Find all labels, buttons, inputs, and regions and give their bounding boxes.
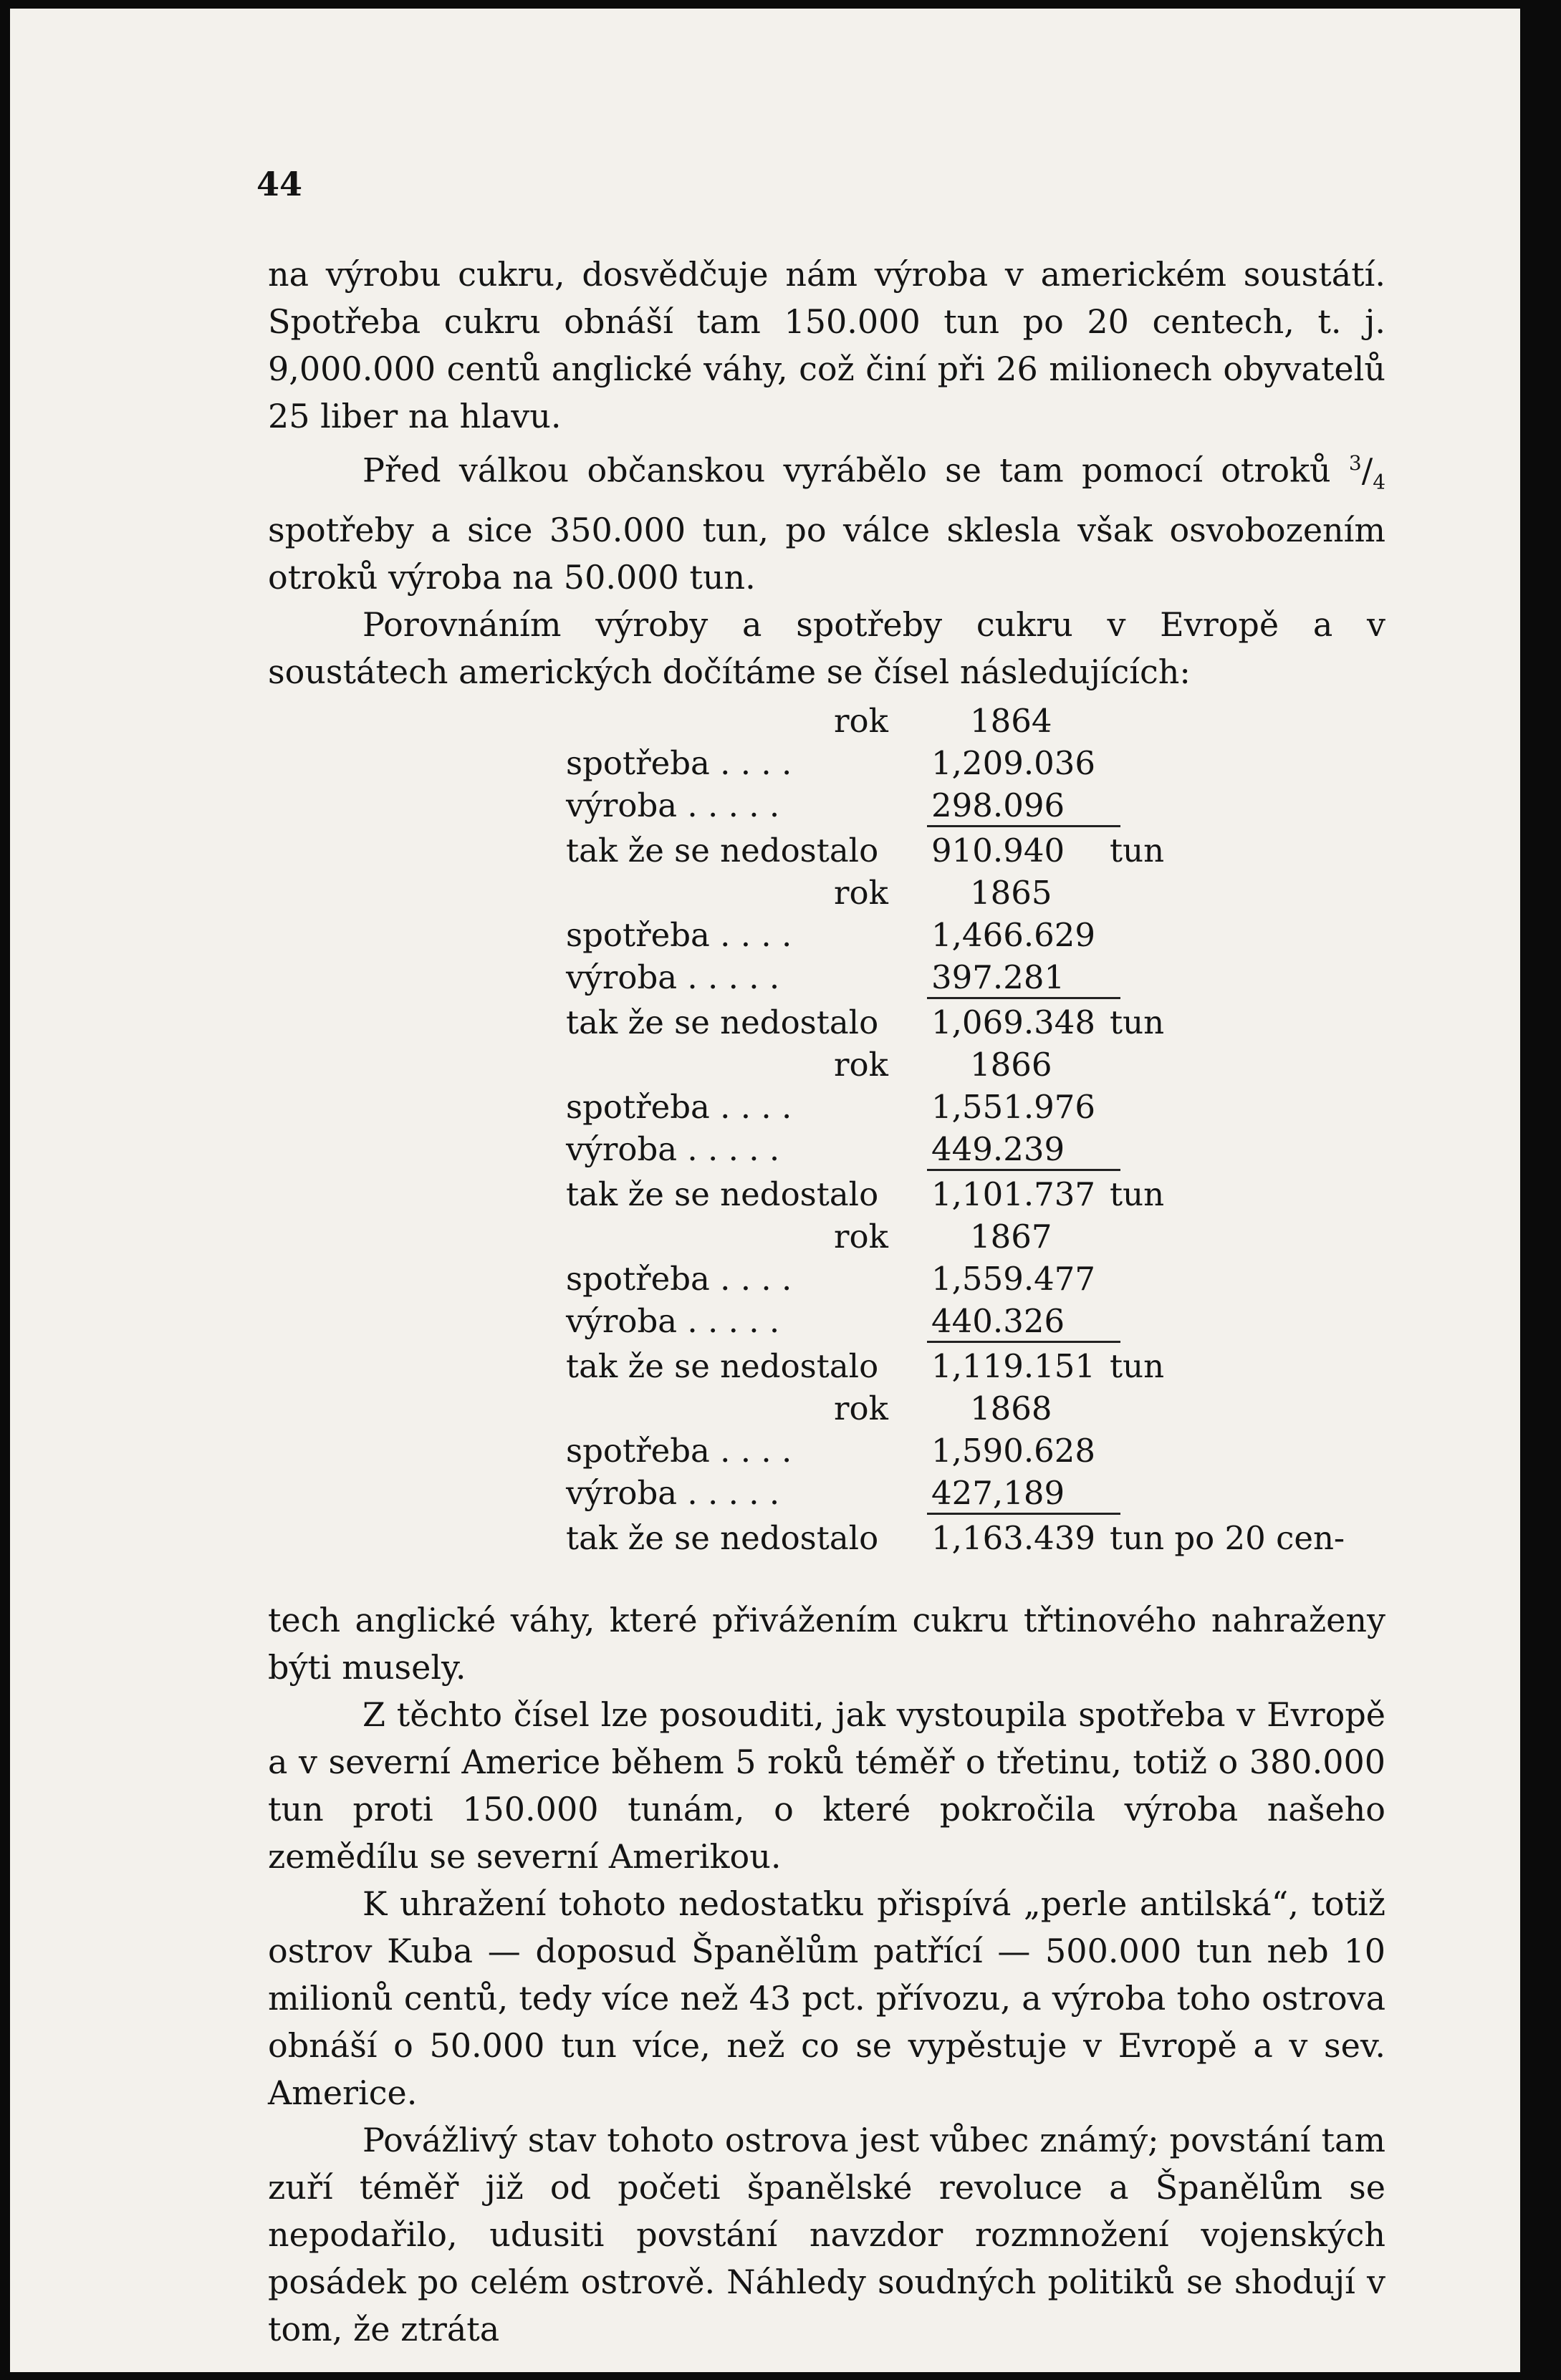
page-number: 44 [256,165,303,203]
unit-label: tun [1110,1003,1165,1041]
sum-rule [927,1341,1120,1343]
vyroba-value: 427,189 [931,1473,1065,1512]
unit-label: tun po 20 cen- [1110,1518,1345,1557]
paragraph-5: K uhražení tohoto nedostatku přispívá „perle antilská“, totiž ostrov Kuba — doposud Španělům patřící — 500.000 tun neb 10 milionů centů, tedy více než 43 pct. přívozu, a výroba toho ostrova obnáší o 50.000 tun více, než co se vypěstuje v Evropě a v sev. Americe. [268,1884,1385,2112]
vyroba-value: 440.326 [931,1301,1065,1340]
paragraph-6: Povážlivý stav tohoto ostrova jest vůbec známý; povstání tam zuří téměř již od početi španělské revoluce a Španělům se nepodařilo, udusiti povstání navzdor rozmnožení vojenských posádek po celém ostrově. Náhledy soudných politiků se shodují v tom, že ztráta [268,2120,1385,2348]
paragraph-2: Před válkou občanskou vyrábělo se tam pomocí otroků $^3/_4$ spotřeby a sice 350.000 tun, po válce sklesla však osvobozením otroků výroba na 50.000 tun. [268,451,1386,597]
spotreba-value: 1,209.036 [931,743,1096,782]
vyroba-label: výroba . . . . . [566,1129,780,1168]
vyroba-value: 397.281 [931,958,1065,996]
rok-label: rok [834,1389,888,1427]
unit-label: tun [1110,831,1165,869]
sum-rule [927,1169,1120,1171]
rok-label: rok [834,701,888,740]
sum-rule [927,997,1120,999]
paragraph-1: na výrobu cukru, dosvědčuje nám výroba v americkém soustátí. Spotřeba cukru obnáší tam 150.000 tun po 20 centech, t. j. 9,000.000 centů anglické váhy, což činí při 26 milionech obyvatelů 25 liber na hlavu. [268,255,1385,435]
fraction-denominator: 4 [1373,470,1386,494]
vyroba-label: výroba . . . . . [566,1473,780,1512]
unit-label: tun [1110,1346,1165,1385]
spotreba-value: 1,551.976 [931,1087,1096,1126]
year-value: 1865 [970,873,1052,912]
vyroba-value: 449.239 [931,1129,1065,1168]
paragraph-4: Z těchto čísel lze posouditi, jak vystoupila spotřeba v Evropě a v severní Americe během 5 roků téměř o třetinu, totiž o 380.000 tun proti 150.000 tunám, o které pokročila výroba našeho zemědílu se severní Amerikou. [268,1695,1385,1876]
spotreba-label: spotřeba . . . . [566,743,792,782]
year-value: 1864 [970,701,1052,740]
year-value: 1866 [970,1045,1052,1084]
spotreba-value: 1,590.628 [931,1431,1096,1470]
deficit-label: tak že se nedostalo [566,831,879,869]
unit-label: tun [1110,1175,1165,1213]
spotreba-value: 1,466.629 [931,915,1096,954]
year-value: 1867 [970,1217,1052,1256]
page-text [268,251,1385,2353]
deficit-value: 1,101.737 [931,1175,1096,1213]
paragraph-3: Porovnáním výroby a spotřeby cukru v Evropě a v soustátech amerických dočítáme se čísel následujících: [268,604,1385,691]
sum-rule [927,1513,1120,1515]
vyroba-label: výroba . . . . . [566,786,780,824]
book-page [10,9,1520,2372]
vyroba-label: výroba . . . . . [566,958,780,996]
sugar-table [268,700,1385,1596]
rok-label: rok [834,1045,888,1084]
deficit-value: 1,069.348 [931,1003,1096,1041]
spotreba-value: 1,559.477 [931,1259,1096,1298]
deficit-value: 910.940 [931,831,1065,869]
spotreba-label: spotřeba . . . . [566,1259,792,1298]
vyroba-label: výroba . . . . . [566,1301,780,1340]
sum-rule [927,825,1120,827]
spotreba-label: spotřeba . . . . [566,915,792,954]
paragraph-after-table: tech anglické váhy, které přivážením cukru třtinového nahraženy býti musely. [268,1600,1385,1687]
spotreba-label: spotřeba . . . . [566,1431,792,1470]
deficit-label: tak že se nedostalo [566,1175,879,1213]
spotreba-label: spotřeba . . . . [566,1087,792,1126]
rok-label: rok [834,1217,888,1256]
deficit-value: 1,163.439 [931,1518,1096,1557]
deficit-label: tak že se nedostalo [566,1346,879,1385]
deficit-value: 1,119.151 [931,1346,1096,1385]
vyroba-value: 298.096 [931,786,1065,824]
deficit-label: tak že se nedostalo [566,1003,879,1041]
year-value: 1868 [970,1389,1052,1427]
rok-label: rok [834,873,888,912]
fraction-numerator: 3 [1348,451,1362,475]
paragraph-2-start: Před válkou občanskou vyrábělo se tam pomocí otroků [362,451,1331,490]
deficit-label: tak že se nedostalo [566,1518,879,1557]
paragraph-2-end: spotřeby a sice 350.000 tun, po válce sklesla však osvobozením otroků výroba na 50.000 tun. [268,510,1385,597]
